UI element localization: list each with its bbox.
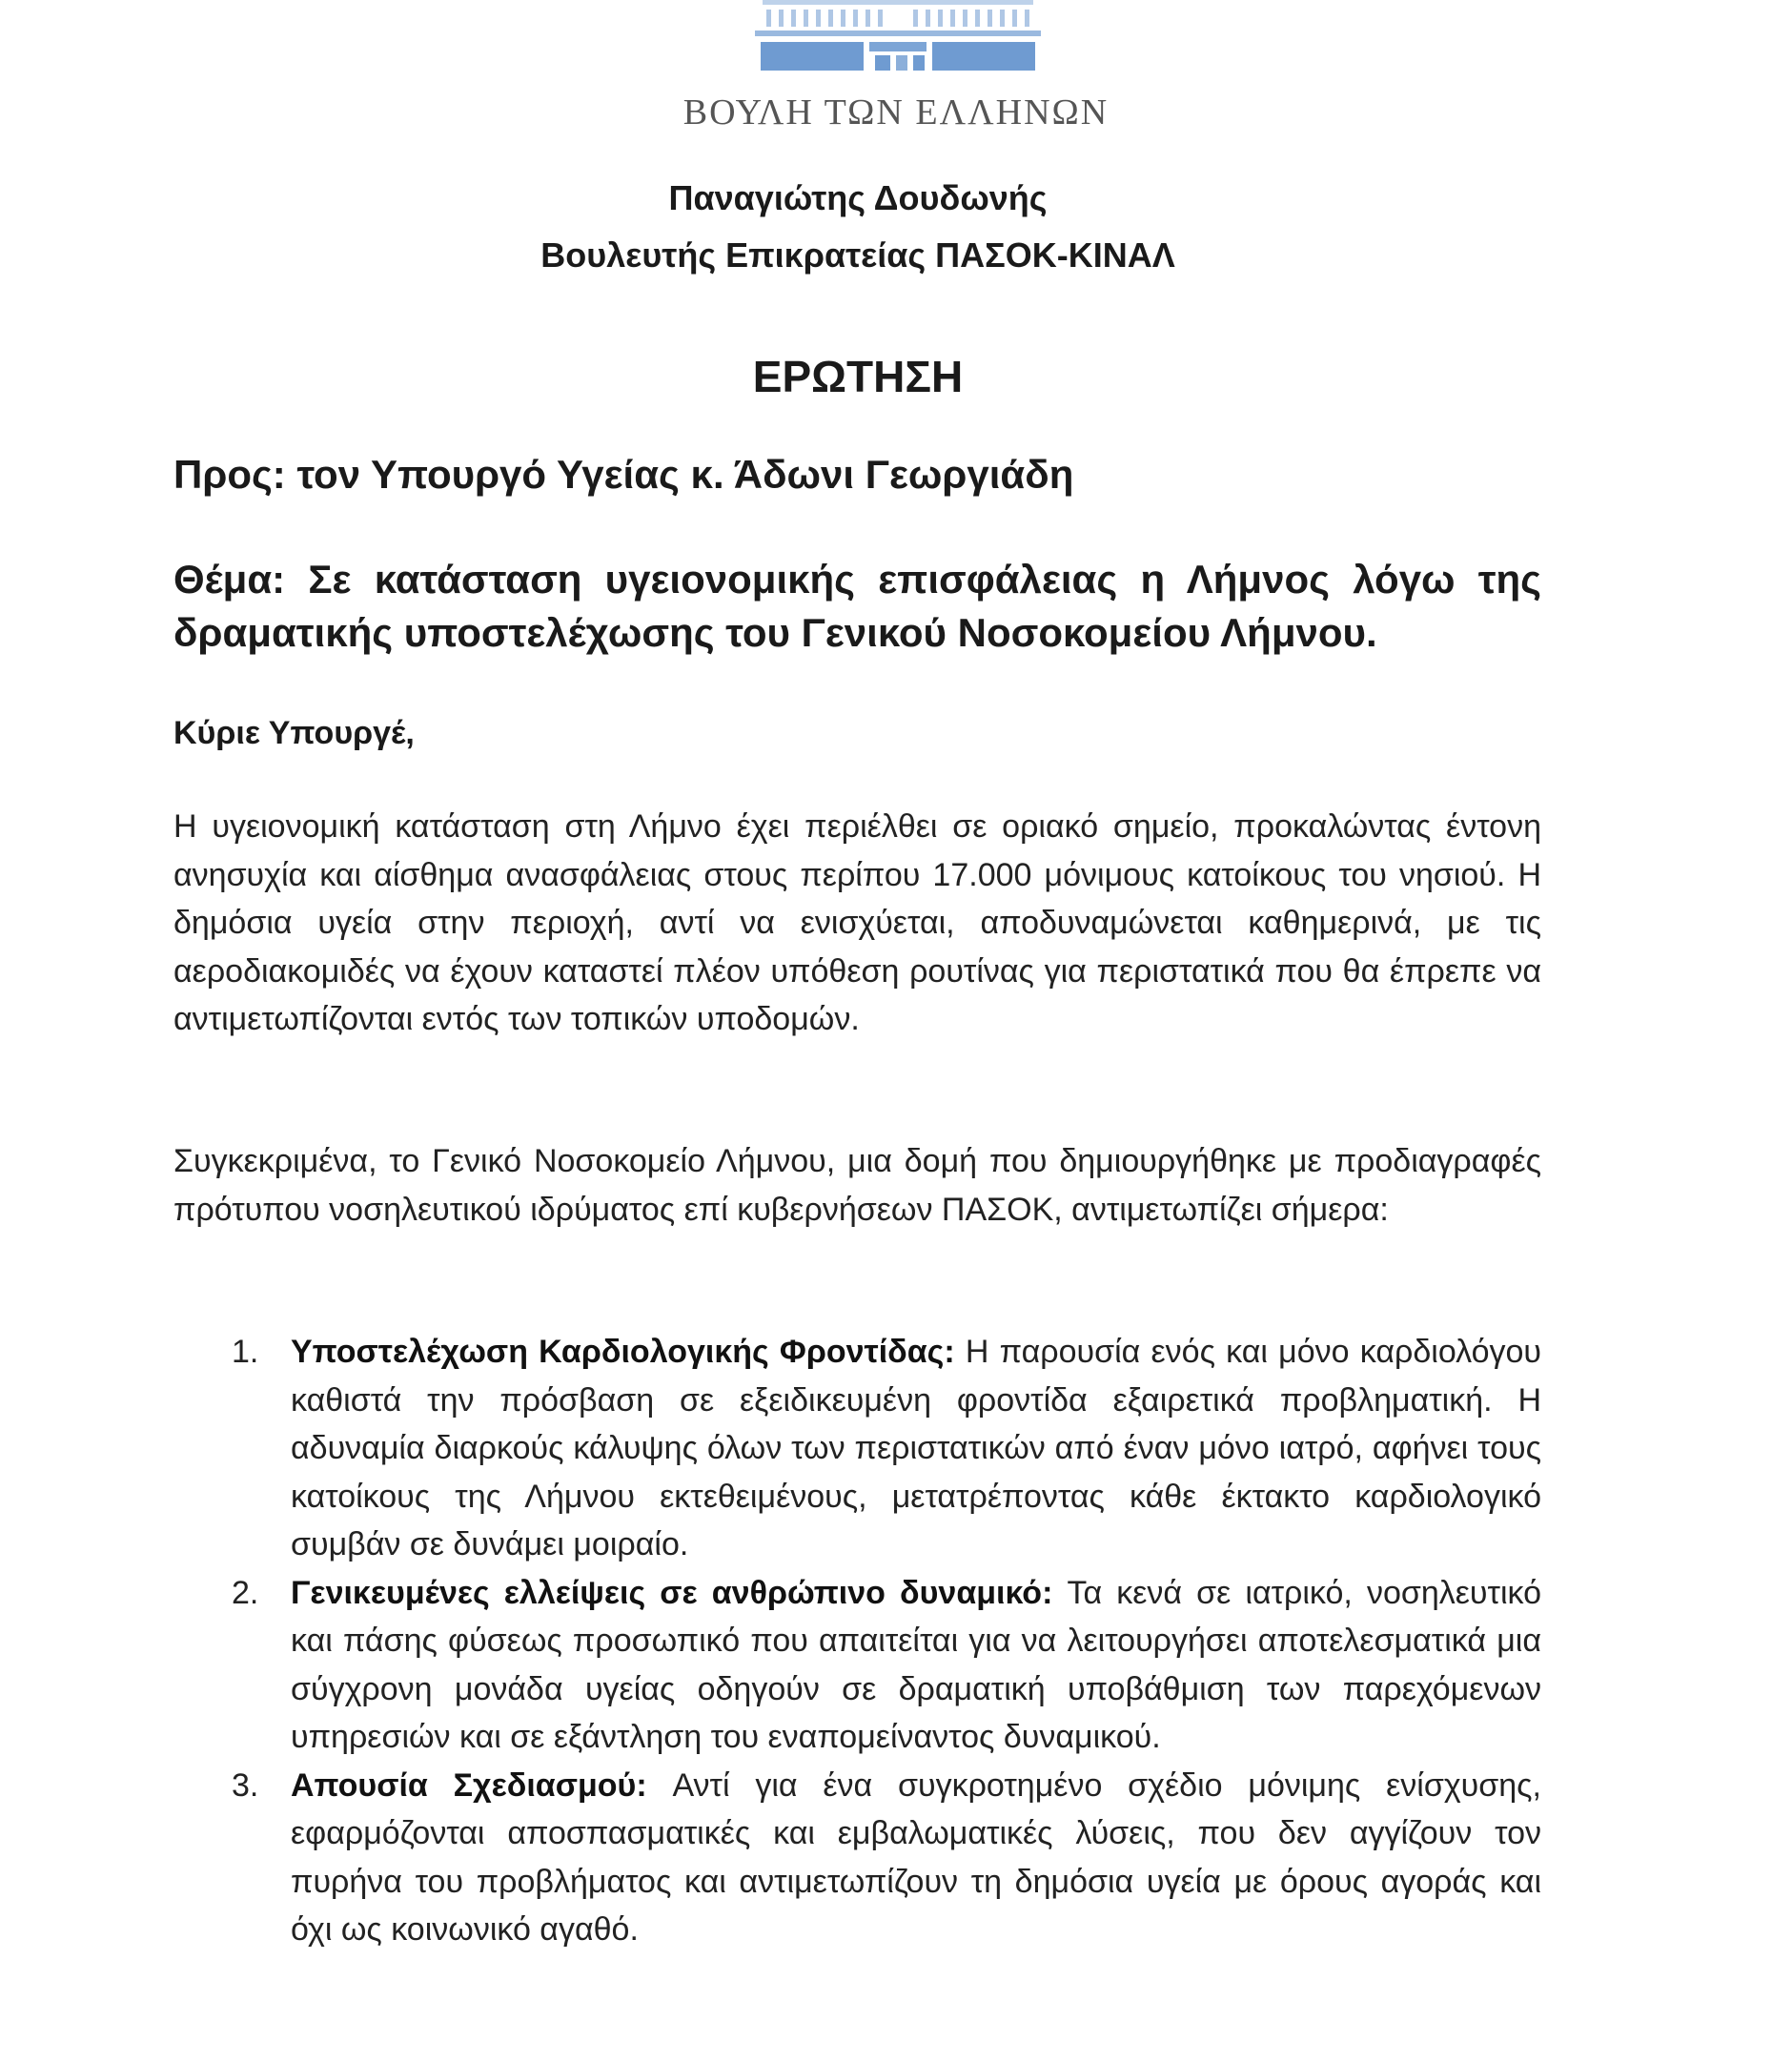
recipient-line: Προς: τον Υπουργό Υγείας κ. Άδωνι Γεωργιάδη [173, 452, 1074, 497]
issues-list [173, 1328, 1541, 1954]
list-item [173, 1569, 1541, 1762]
list-item-number: 1. [232, 1334, 259, 1370]
list-item-heading: Υποστελέχωση Καρδιολογικής Φροντίδας: [291, 1334, 966, 1370]
salutation: Κύριε Υπουργέ, [173, 715, 415, 751]
list-item-text: Τα κενά σε ιατρικό, νοσηλευτικό και πάσης φύσεως προσωπικό που απαιτείται για να λειτουργήσει αποτελεσματικά μια σύγχρονη μονάδα υγείας οδηγούν σε δραματική υποβάθμιση των παρεχόμενων υπηρεσιών και σε εξάντληση του εναπομείναντος δυναμικού. [291, 1574, 1541, 1755]
body-paragraph: Συγκεκριμένα, το Γενικό Νοσοκομείο Λήμνου, μια δομή που δημιουργήθηκε με προδιαγραφές πρότυπου νοσηλευτικού ιδρύματος επί κυβερνήσεων ΠΑΣΟΚ, αντιμετωπίζει σήμερα: [173, 1143, 1541, 1228]
document-title: ΕΡΩΤΗΣΗ [752, 352, 964, 401]
parliament-building-logo [726, 0, 1069, 86]
list-item-heading: Γενικευμένες ελλείψεις σε ανθρώπινο δυναμικό: [291, 1574, 1068, 1611]
subject-line: Θέμα: Σε κατάσταση υγειονομικής επισφάλειας η Λήμνος λόγω της δραματικής υποστελέχωσης του Γενικού Νοσοκομείου Λήμνου. [173, 557, 1541, 655]
list-item-heading: Απουσία Σχεδιασμού: [291, 1766, 673, 1804]
author-block [324, 170, 1392, 284]
list-item-text: Αντί για ένα συγκροτημένο σχέδιο μόνιμης ενίσχυσης, εφαρμόζονται αποσπασματικές και εμβαλωματικές λύσεις, που δεν αγγίζουν τον πυρήνα του προβλήματος και αντιμετωπίζουν τη δημόσια υγεία με όρους αγοράς και όχι ως κοινωνικό αγαθό. [291, 1766, 1541, 1948]
list-item-text: Η παρουσία ενός και μόνο καρδιολόγου καθιστά την πρόσβαση σε εξειδικευμένη φροντίδα εξαιρετικά προβληματική. Η αδυναμία διαρκούς κάλυψης όλων των περιστατικών από έναν μόνο ιατρό, αφήνει τους κατοίκους της Λήμνου εκτεθειμένους, μετατρέποντας κάθε έκτακτο καρδιολογικό συμβάν σε δυνάμει μοιραίο. [291, 1334, 1541, 1562]
list-item [173, 1762, 1541, 1954]
author-name: Παναγιώτης Δουδωνής [668, 178, 1048, 217]
list-item-number: 3. [232, 1766, 259, 1804]
body-paragraph: Η υγειονομική κατάσταση στη Λήμνο έχει περιέλθει σε οριακό σημείο, προκαλώντας έντονη ανησυχία και αίσθημα ανασφάλειας στους περίπου 17.000 μόνιμους κατοίκους του νησιού. Η δημόσια υγεία στην περιοχή, αντί να ενισχύεται, αποδυναμώνεται καθημερινά, με τις αεροδιακομιδές να έχουν καταστεί πλέον υπόθεση ρουτίνας για περιστατικά που θα έπρεπε να αντιμετωπίζονται εντός των τοπικών υποδομών. [173, 808, 1541, 1037]
list-item [173, 1328, 1541, 1569]
author-role: Βουλευτής Επικρατείας ΠΑΣΟΚ-ΚΙΝΑΛ [540, 235, 1175, 275]
institution-name: ΒΟΥΛΗ ΤΩΝ ΕΛΛΗΝΩΝ [682, 92, 1110, 133]
list-item-number: 2. [232, 1574, 259, 1611]
